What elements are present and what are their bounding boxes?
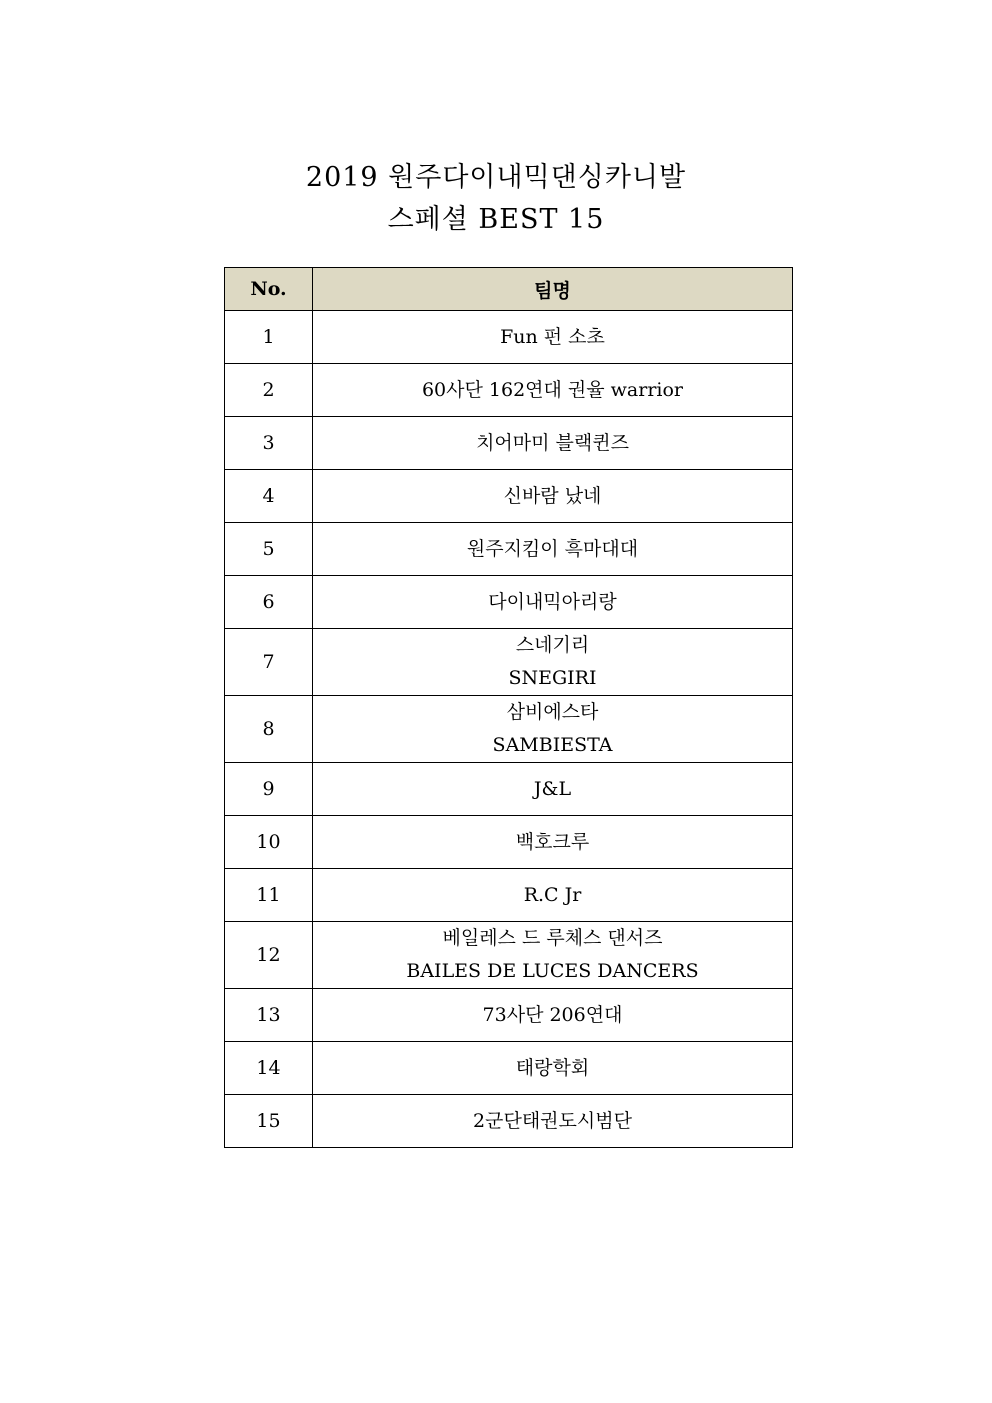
team-name-cell [313,696,793,763]
team-name-cell [313,989,793,1042]
table-row [225,417,793,470]
title-line-2: 스페셜 BEST 15 [387,204,605,235]
table-row [225,989,793,1042]
row-number: 15 [225,1095,313,1148]
team-name-cell [313,869,793,922]
team-name-cell [313,763,793,816]
team-name-cell [313,417,793,470]
row-number: 1 [225,311,313,364]
table-row [225,576,793,629]
team-name: 다이내믹아리랑 [488,590,617,613]
team-name: 원주지킴이 흑마대대 [466,537,639,560]
team-name: 태랑학회 [515,1056,590,1079]
row-number: 13 [225,989,313,1042]
team-name-cell [313,1095,793,1148]
team-name-cell [313,311,793,364]
team-name: BAILES DE LUCES DANCERS [406,960,699,982]
row-number: 2 [225,364,313,417]
table-row [225,816,793,869]
table-row [225,629,793,696]
team-name: 베일레스 드 루체스 댄서즈 [442,927,663,949]
team-name-cell [313,470,793,523]
row-number: 9 [225,763,313,816]
best15-table [224,267,793,1148]
team-name: 치어마미 블랙퀸즈 [476,431,629,454]
team-name: 73사단 206연대 [482,1003,623,1026]
team-name: 신바람 났네 [503,484,602,507]
table-row [225,869,793,922]
table-row [225,922,793,989]
table-header-row [225,268,793,311]
table-row [225,763,793,816]
row-number: 14 [225,1042,313,1095]
header-no: No. [225,268,313,311]
team-name-cell [313,629,793,696]
row-number: 3 [225,417,313,470]
row-number: 11 [225,869,313,922]
team-name: R.C Jr [523,883,582,906]
team-name: Fun 펀 소초 [500,325,605,348]
table-row [225,696,793,763]
row-number: 7 [225,629,313,696]
team-name: SNEGIRI [508,667,597,689]
row-number: 12 [225,922,313,989]
table-row [225,1042,793,1095]
row-number: 10 [225,816,313,869]
team-name-cell [313,364,793,417]
team-name-cell [313,576,793,629]
row-number: 5 [225,523,313,576]
table-row [225,1095,793,1148]
team-name-cell [313,922,793,989]
table-row [225,523,793,576]
header-team-name: 팀명 [313,268,793,311]
team-name: SAMBIESTA [492,734,613,756]
team-name: 60사단 162연대 권율 warrior [421,378,684,401]
team-name: 스네기리 [515,634,590,656]
team-name-cell [313,816,793,869]
team-name: J&L [533,777,572,800]
table-row [225,311,793,364]
team-name: 백호크루 [515,830,590,853]
table-row [225,364,793,417]
table-row [225,470,793,523]
team-name: 2군단태권도시범단 [473,1109,632,1132]
row-number: 8 [225,696,313,763]
team-name-cell [313,1042,793,1095]
team-name: 삼비에스타 [506,701,599,723]
row-number: 6 [225,576,313,629]
row-number: 4 [225,470,313,523]
title-line-1: 2019 원주다이내믹댄싱카니발 [305,162,687,193]
document-title [0,157,992,241]
table-body [225,311,793,1148]
team-name-cell [313,523,793,576]
